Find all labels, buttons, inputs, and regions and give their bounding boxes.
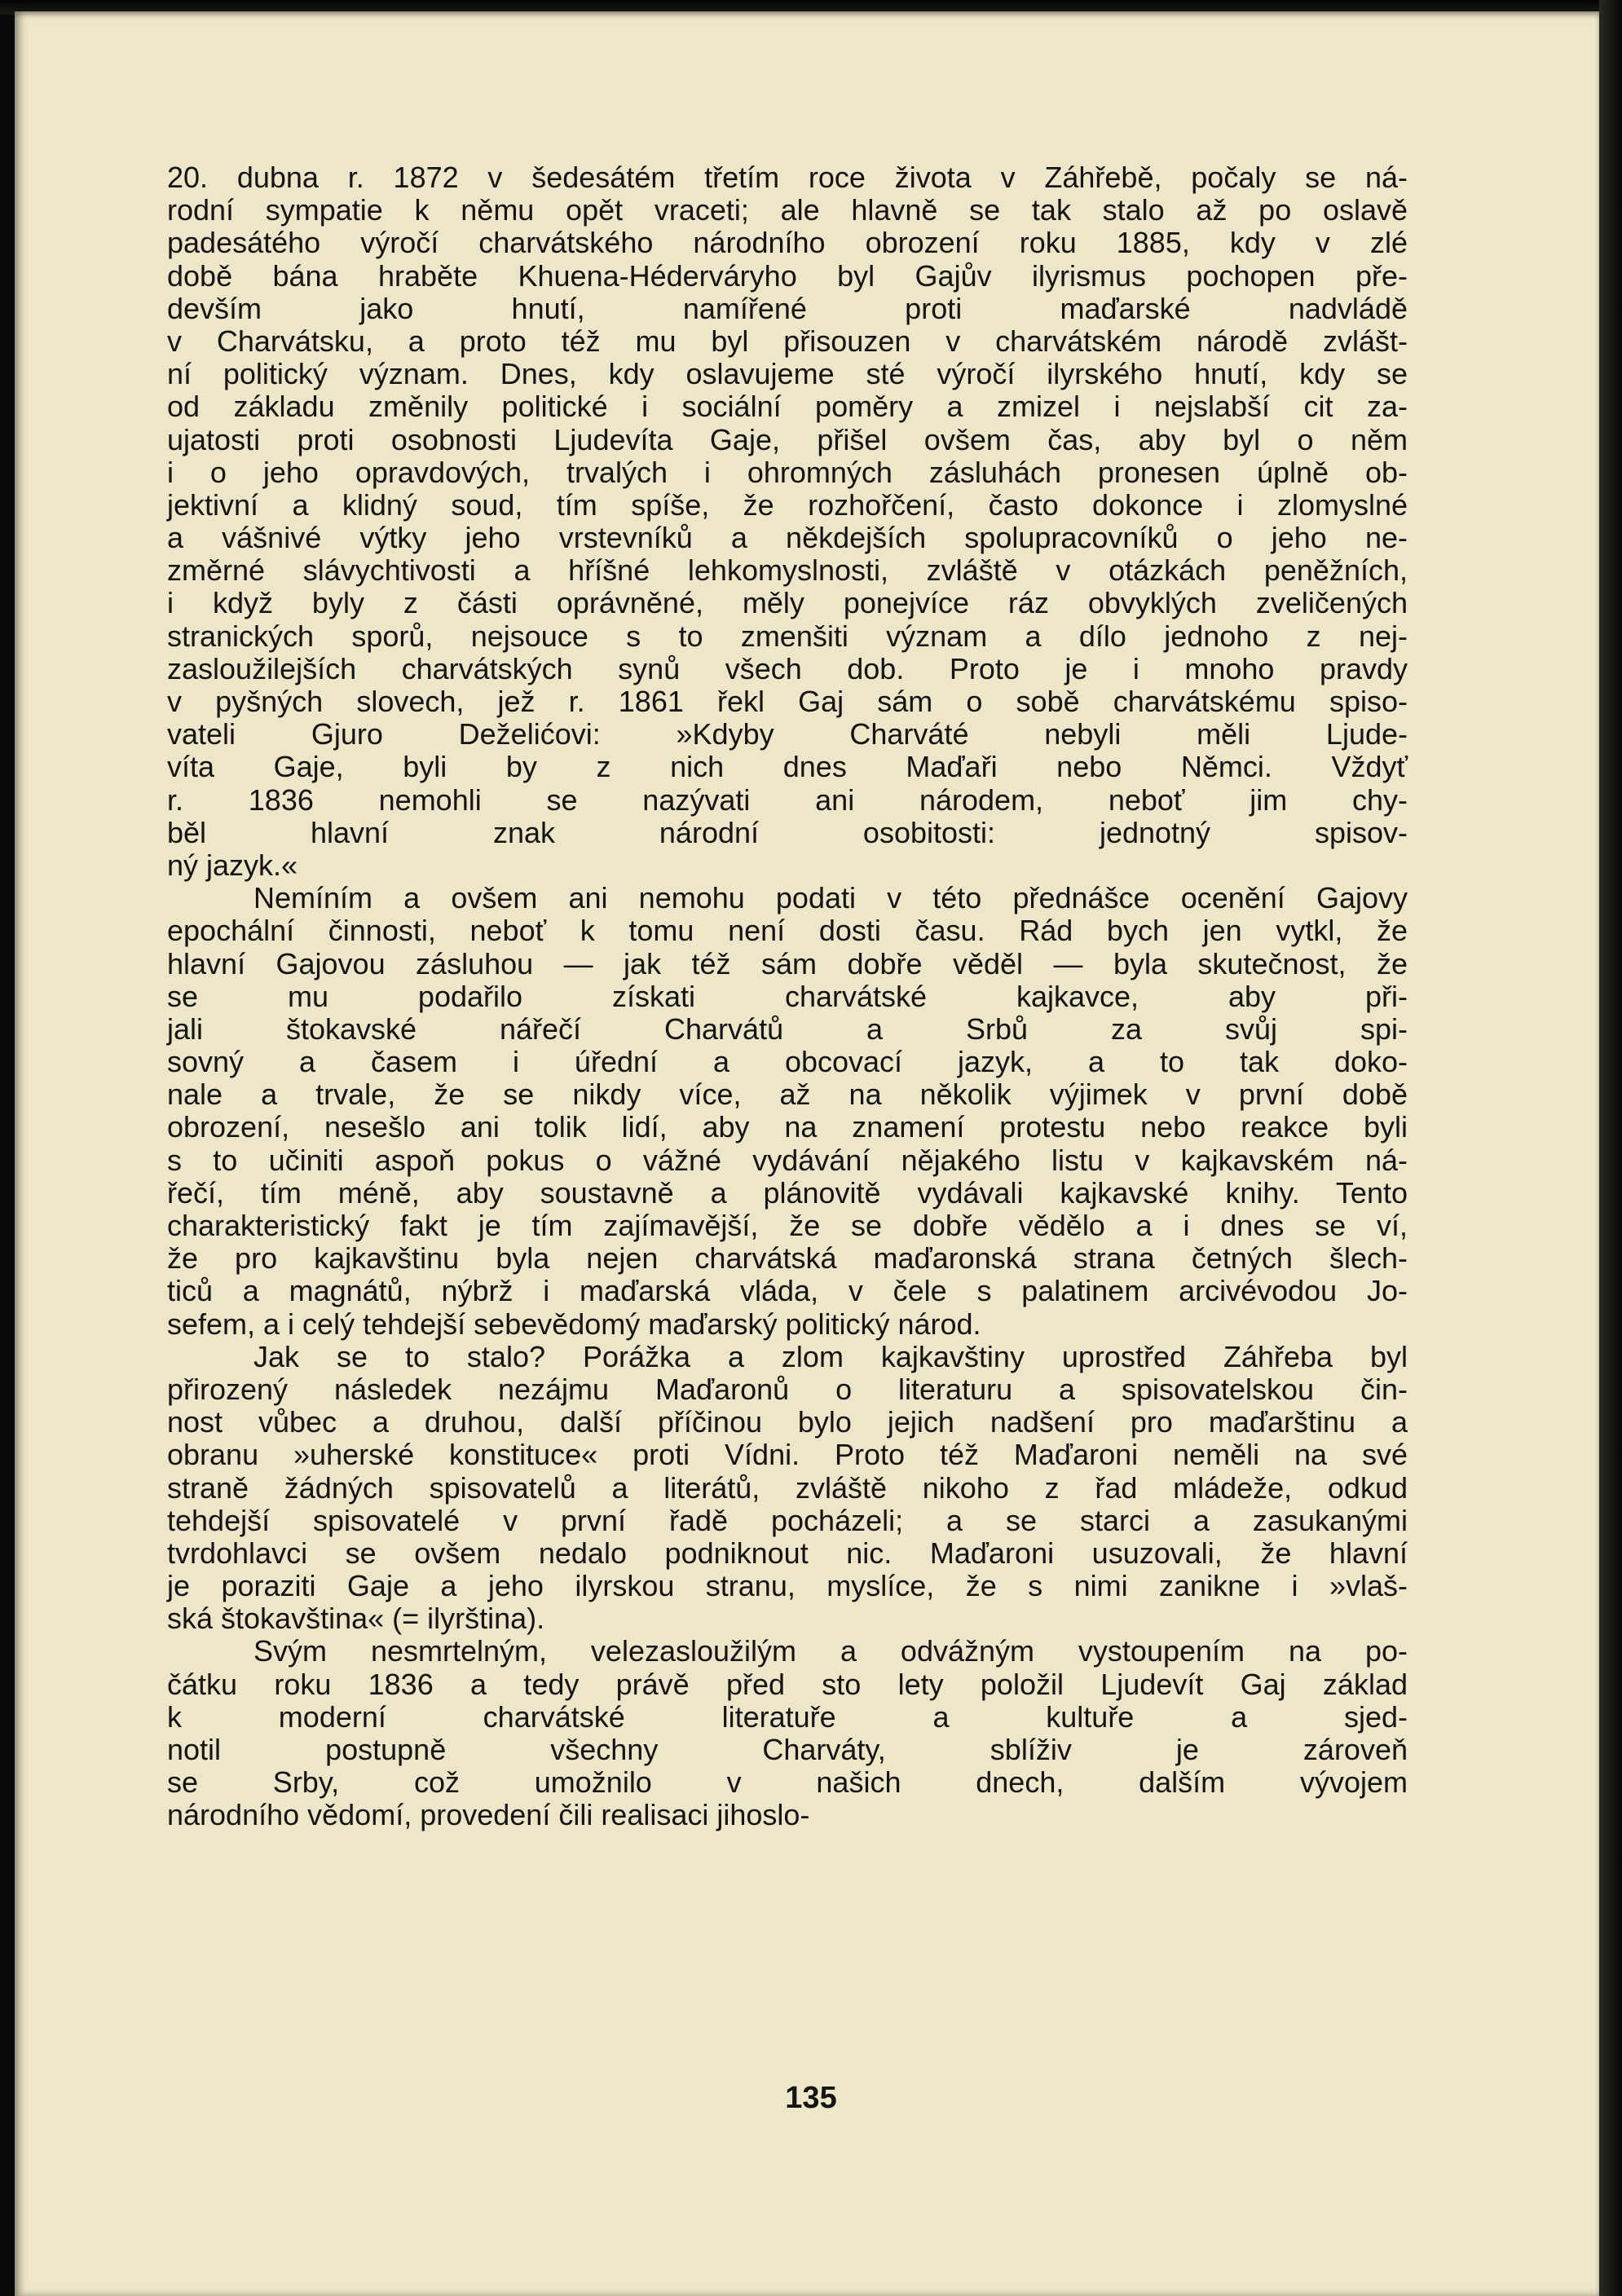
paragraph	[167, 1341, 1408, 1636]
text-line: ní politický význam. Dnes, kdy oslavujeme sté výročí ilyrského hnutí, kdy se	[167, 357, 1408, 391]
text-line: i když byly z části oprávněné, měly ponejvíce ráz obvyklých zveličených	[167, 586, 1408, 620]
text-line: nale a trvale, že se nikdy více, až na několik výjimek v první době	[167, 1077, 1408, 1112]
page-text	[167, 161, 1408, 1832]
text-line: je poraziti Gaje a jeho ilyrskou stranu, myslíce, že s nimi zanikne i »vlaš-	[167, 1569, 1408, 1603]
text-line: tehdejší spisovatelé v první řadě pocházeli; a se starci a zasukanými	[167, 1503, 1408, 1537]
text-line: padesátého výročí charvátského národního obrození roku 1885, kdy v zlé	[167, 226, 1408, 260]
text-line: se Srby, což umožnilo v našich dnech, dalším vývojem	[167, 1765, 1408, 1800]
text-line: charakteristický fakt je tím zajímavější, že se dobře vědělo a i dnes se ví,	[167, 1209, 1408, 1242]
text-line: tvrdohlavci se ovšem nedalo podniknout nic. Maďaroni usuzovali, že hlavní	[167, 1536, 1408, 1570]
text-line: ticů a magnátů, nýbrž i maďarská vláda, v čele s palatinem arcivévodou Jo-	[167, 1274, 1408, 1308]
text-line: vateli Gjuro Deželićovi: »Kdyby Charváté nebyli měli Ljude-	[167, 717, 1408, 751]
text-line: víta Gaje, byli by z nich dnes Maďaři nebo Němci. Vždyť	[167, 750, 1408, 784]
text-line: sovný a časem i úřední a obcovací jazyk, a to tak doko-	[167, 1045, 1408, 1079]
text-line: a vášnivé výtky jeho vrstevníků a někdejších spolupracovníků o jeho ne-	[167, 521, 1408, 555]
paragraph	[167, 161, 1408, 882]
text-line: straně žádných spisovatelů a literátů, zvláště nikoho z řad mládeže, odkud	[167, 1470, 1408, 1505]
text-line: jali štokavské nářečí Charvátů a Srbů za svůj spi-	[167, 1011, 1408, 1046]
text-line: r. 1836 nemohli se nazývati ani národem, neboť jim chy-	[167, 782, 1408, 817]
text-line: rodní sympatie k němu opět vraceti; ale hlavně se tak stalo až po oslavě	[167, 193, 1408, 227]
page-number: 135	[785, 2081, 837, 2115]
paragraph	[167, 1635, 1408, 1831]
right-page-edge	[1599, 0, 1622, 2296]
text-line: čátku roku 1836 a tedy právě před sto lety položil Ljudevít Gaj základ	[167, 1667, 1408, 1701]
text-line: i o jeho opravdových, trvalých i ohromných zásluhách pronesen úplně ob-	[167, 455, 1408, 489]
text-line: v Charvátsku, a proto též mu byl přisouzen v charvátském národě zvlášt-	[167, 324, 1408, 358]
text-line: Svým nesmrtelným, velezasloužilým a odvážným vystoupením na po-	[253, 1634, 1408, 1668]
text-line: obranu »uherské konstituce« proti Vídni. Proto též Maďaroni neměli na své	[167, 1438, 1408, 1472]
text-line: běl hlavní znak národní osobitosti: jednotný spisov-	[167, 815, 1408, 849]
text-line: ujatosti proti osobnosti Ljudevíta Gaje, přišel ovšem čas, aby byl o něm	[167, 422, 1408, 456]
text-line: Nemíním a ovšem ani nemohu podati v této přednášce ocenění Gajovy	[253, 881, 1408, 915]
text-line: Jak se to stalo? Porážka a zlom kajkavštiny uprostřed Záhřeba byl	[253, 1339, 1408, 1373]
text-line: v pyšných slovech, jež r. 1861 řekl Gaj sám o sobě charvátskému spiso-	[167, 685, 1408, 718]
text-line: se mu podařilo získati charvátské kajkavce, aby při-	[167, 979, 1408, 1013]
text-line: sefem, a i celý tehdejší sebevědomý maďarský politický národ.	[167, 1307, 981, 1341]
text-line: s to učiniti aspoň pokus o vážné vydávání nějakého listu v kajkavském ná-	[167, 1143, 1408, 1177]
text-line: nost vůbec a druhou, další příčinou bylo jejich nadšení pro maďarštinu a	[167, 1405, 1408, 1439]
text-line: zasloužilejších charvátských synů všech dob. Proto je i mnoho pravdy	[167, 651, 1408, 685]
text-line: národního vědomí, provedení čili realisaci jihoslo-	[167, 1798, 810, 1832]
text-line: 20. dubna r. 1872 v šedesátém třetím roce života v Záhřebě, počaly se ná-	[167, 161, 1408, 194]
text-line: stranických sporů, nejsouce s to zmenšiti význam a dílo jednoho z nej-	[167, 619, 1408, 653]
text-line: hlavní Gajovou zásluhou — jak též sám dobře věděl — byla skutečnost, že	[167, 946, 1408, 981]
text-line: notil postupně všechny Charváty, sblíživ je zároveň	[167, 1733, 1408, 1766]
text-line: době bána hraběte Khuena-Héderváryho byl Gajův ilyrismus pochopen pře-	[167, 258, 1408, 293]
text-line: přirozený následek nezájmu Maďaronů o literaturu a spisovatelskou čin-	[167, 1372, 1408, 1406]
text-line: epochální činnosti, neboť k tomu není dosti času. Rád bych jen vytkl, že	[167, 914, 1408, 948]
text-line: změrné slávychtivosti a hříšné lehkomyslnosti, zvláště v otázkách peněžních,	[167, 553, 1408, 588]
text-line: k moderní charvátské literatuře a kultuře a sjed-	[167, 1699, 1408, 1734]
text-line: řečí, tím méně, aby soustavně a plánovitě vydávali kajkavské knihy. Tento	[167, 1175, 1408, 1210]
text-line: obrození, nesešlo ani tolik lidí, aby na znamení protestu nebo reakce byli	[167, 1110, 1408, 1144]
text-line: že pro kajkavštinu byla nejen charvátská maďaronská strana četných šlech-	[167, 1241, 1408, 1276]
paragraph	[167, 882, 1408, 1341]
text-line: ný jazyk.«	[167, 848, 298, 882]
text-line: od základu změnily politické i sociální poměry a zmizel i nejslabší cit za-	[167, 390, 1408, 424]
text-line: ská štokavština« (= ilyrština).	[167, 1602, 545, 1636]
text-line: jektivní a klidný soud, tím spíše, že rozhořčení, často dokonce i zlomyslné	[167, 487, 1408, 522]
text-line: devším jako hnutí, namířené proti maďarské nadvládě	[167, 291, 1408, 325]
